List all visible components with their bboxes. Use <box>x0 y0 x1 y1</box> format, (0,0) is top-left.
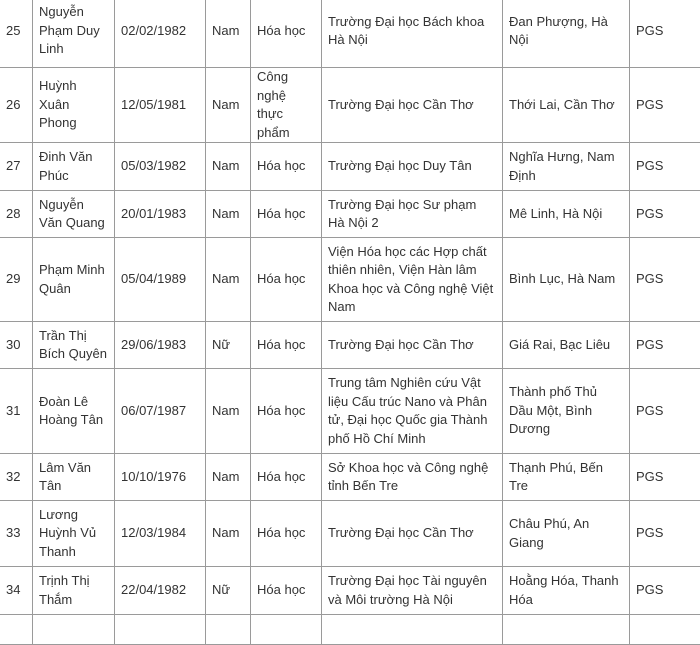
gender-cell: Nam <box>206 369 251 454</box>
org-cell: Trường Đại học Cần Thơ <box>322 68 503 143</box>
org-cell: Trường Đại học Tài nguyên và Môi trường Hà Nội <box>322 567 503 615</box>
table-row-partial <box>0 615 700 645</box>
stt-cell: 25 <box>0 0 33 68</box>
dob-cell: 02/02/1982 <box>115 0 206 68</box>
title-cell: PGS <box>630 567 700 615</box>
hometown-cell: Thành phố Thủ Dầu Một, Bình Dương <box>503 369 630 454</box>
empty-cell <box>33 615 115 645</box>
stt-cell: 28 <box>0 191 33 238</box>
field-cell: Công nghệ thực phẩm <box>251 68 322 143</box>
stt-cell: 27 <box>0 143 33 191</box>
table-row <box>0 238 700 322</box>
hometown-cell: Thạnh Phú, Bến Tre <box>503 454 630 501</box>
org-cell: Trường Đại học Cần Thơ <box>322 501 503 567</box>
stt-cell: 34 <box>0 567 33 615</box>
empty-cell <box>115 615 206 645</box>
dob-cell: 29/06/1983 <box>115 322 206 369</box>
stt-cell: 29 <box>0 238 33 322</box>
field-cell: Hóa học <box>251 454 322 501</box>
table-row <box>0 143 700 191</box>
empty-cell <box>503 615 630 645</box>
table-row <box>0 322 700 369</box>
gender-cell: Nữ <box>206 567 251 615</box>
gender-cell: Nam <box>206 454 251 501</box>
dob-cell: 05/04/1989 <box>115 238 206 322</box>
gender-cell: Nam <box>206 68 251 143</box>
title-cell: PGS <box>630 143 700 191</box>
title-cell: PGS <box>630 322 700 369</box>
name-cell: Trịnh Thị Thắm <box>33 567 115 615</box>
field-cell: Hóa học <box>251 143 322 191</box>
empty-cell <box>251 615 322 645</box>
dob-cell: 06/07/1987 <box>115 369 206 454</box>
empty-cell <box>322 615 503 645</box>
title-cell: PGS <box>630 238 700 322</box>
name-cell: Đinh Văn Phúc <box>33 143 115 191</box>
table-row <box>0 191 700 238</box>
hometown-cell: Bình Lục, Hà Nam <box>503 238 630 322</box>
org-cell: Trường Đại học Cần Thơ <box>322 322 503 369</box>
org-cell: Trung tâm Nghiên cứu Vật liệu Cấu trúc Nano và Phân tử, Đại học Quốc gia Thành phố Hồ Chí Minh <box>322 369 503 454</box>
org-cell: Trường Đại học Duy Tân <box>322 143 503 191</box>
stt-cell: 26 <box>0 68 33 143</box>
name-cell: Trần Thị Bích Quyên <box>33 322 115 369</box>
gender-cell: Nam <box>206 0 251 68</box>
title-cell: PGS <box>630 68 700 143</box>
gender-cell: Nam <box>206 143 251 191</box>
hometown-cell: Hoằng Hóa, Thanh Hóa <box>503 567 630 615</box>
org-cell: Viện Hóa học các Hợp chất thiên nhiên, Viện Hàn lâm Khoa học và Công nghệ Việt Nam <box>322 238 503 322</box>
name-cell: Lương Huỳnh Vủ Thanh <box>33 501 115 567</box>
name-cell: Nguyễn Phạm Duy Linh <box>33 0 115 68</box>
dob-cell: 20/01/1983 <box>115 191 206 238</box>
hometown-cell: Thới Lai, Cần Thơ <box>503 68 630 143</box>
stt-cell: 33 <box>0 501 33 567</box>
table-row <box>0 0 700 68</box>
stt-cell: 32 <box>0 454 33 501</box>
gender-cell: Nữ <box>206 322 251 369</box>
field-cell: Hóa học <box>251 501 322 567</box>
title-cell: PGS <box>630 0 700 68</box>
table-row <box>0 369 700 454</box>
gender-cell: Nam <box>206 191 251 238</box>
stt-cell: 31 <box>0 369 33 454</box>
org-cell: Trường Đại học Bách khoa Hà Nội <box>322 0 503 68</box>
name-cell: Đoàn Lê Hoàng Tân <box>33 369 115 454</box>
dob-cell: 10/10/1976 <box>115 454 206 501</box>
hometown-cell: Mê Linh, Hà Nội <box>503 191 630 238</box>
field-cell: Hóa học <box>251 369 322 454</box>
stt-cell: 30 <box>0 322 33 369</box>
hometown-cell: Nghĩa Hưng, Nam Định <box>503 143 630 191</box>
field-cell: Hóa học <box>251 322 322 369</box>
empty-cell <box>630 615 700 645</box>
table-row <box>0 501 700 567</box>
hometown-cell: Đan Phượng, Hà Nội <box>503 0 630 68</box>
table-row <box>0 454 700 501</box>
dob-cell: 12/05/1981 <box>115 68 206 143</box>
empty-cell <box>0 615 33 645</box>
field-cell: Hóa học <box>251 567 322 615</box>
title-cell: PGS <box>630 501 700 567</box>
dob-cell: 22/04/1982 <box>115 567 206 615</box>
field-cell: Hóa học <box>251 238 322 322</box>
name-cell: Nguyễn Văn Quang <box>33 191 115 238</box>
title-cell: PGS <box>630 191 700 238</box>
empty-cell <box>206 615 251 645</box>
org-cell: Sở Khoa học và Công nghệ tỉnh Bến Tre <box>322 454 503 501</box>
org-cell: Trường Đại học Sư phạm Hà Nội 2 <box>322 191 503 238</box>
name-cell: Huỳnh Xuân Phong <box>33 68 115 143</box>
title-cell: PGS <box>630 454 700 501</box>
field-cell: Hóa học <box>251 0 322 68</box>
gender-cell: Nam <box>206 238 251 322</box>
dob-cell: 12/03/1984 <box>115 501 206 567</box>
table-row <box>0 68 700 143</box>
name-cell: Phạm Minh Quân <box>33 238 115 322</box>
hometown-cell: Giá Rai, Bạc Liêu <box>503 322 630 369</box>
name-cell: Lâm Văn Tân <box>33 454 115 501</box>
hometown-cell: Châu Phú, An Giang <box>503 501 630 567</box>
table-row <box>0 567 700 615</box>
title-cell: PGS <box>630 369 700 454</box>
field-cell: Hóa học <box>251 191 322 238</box>
gender-cell: Nam <box>206 501 251 567</box>
dob-cell: 05/03/1982 <box>115 143 206 191</box>
